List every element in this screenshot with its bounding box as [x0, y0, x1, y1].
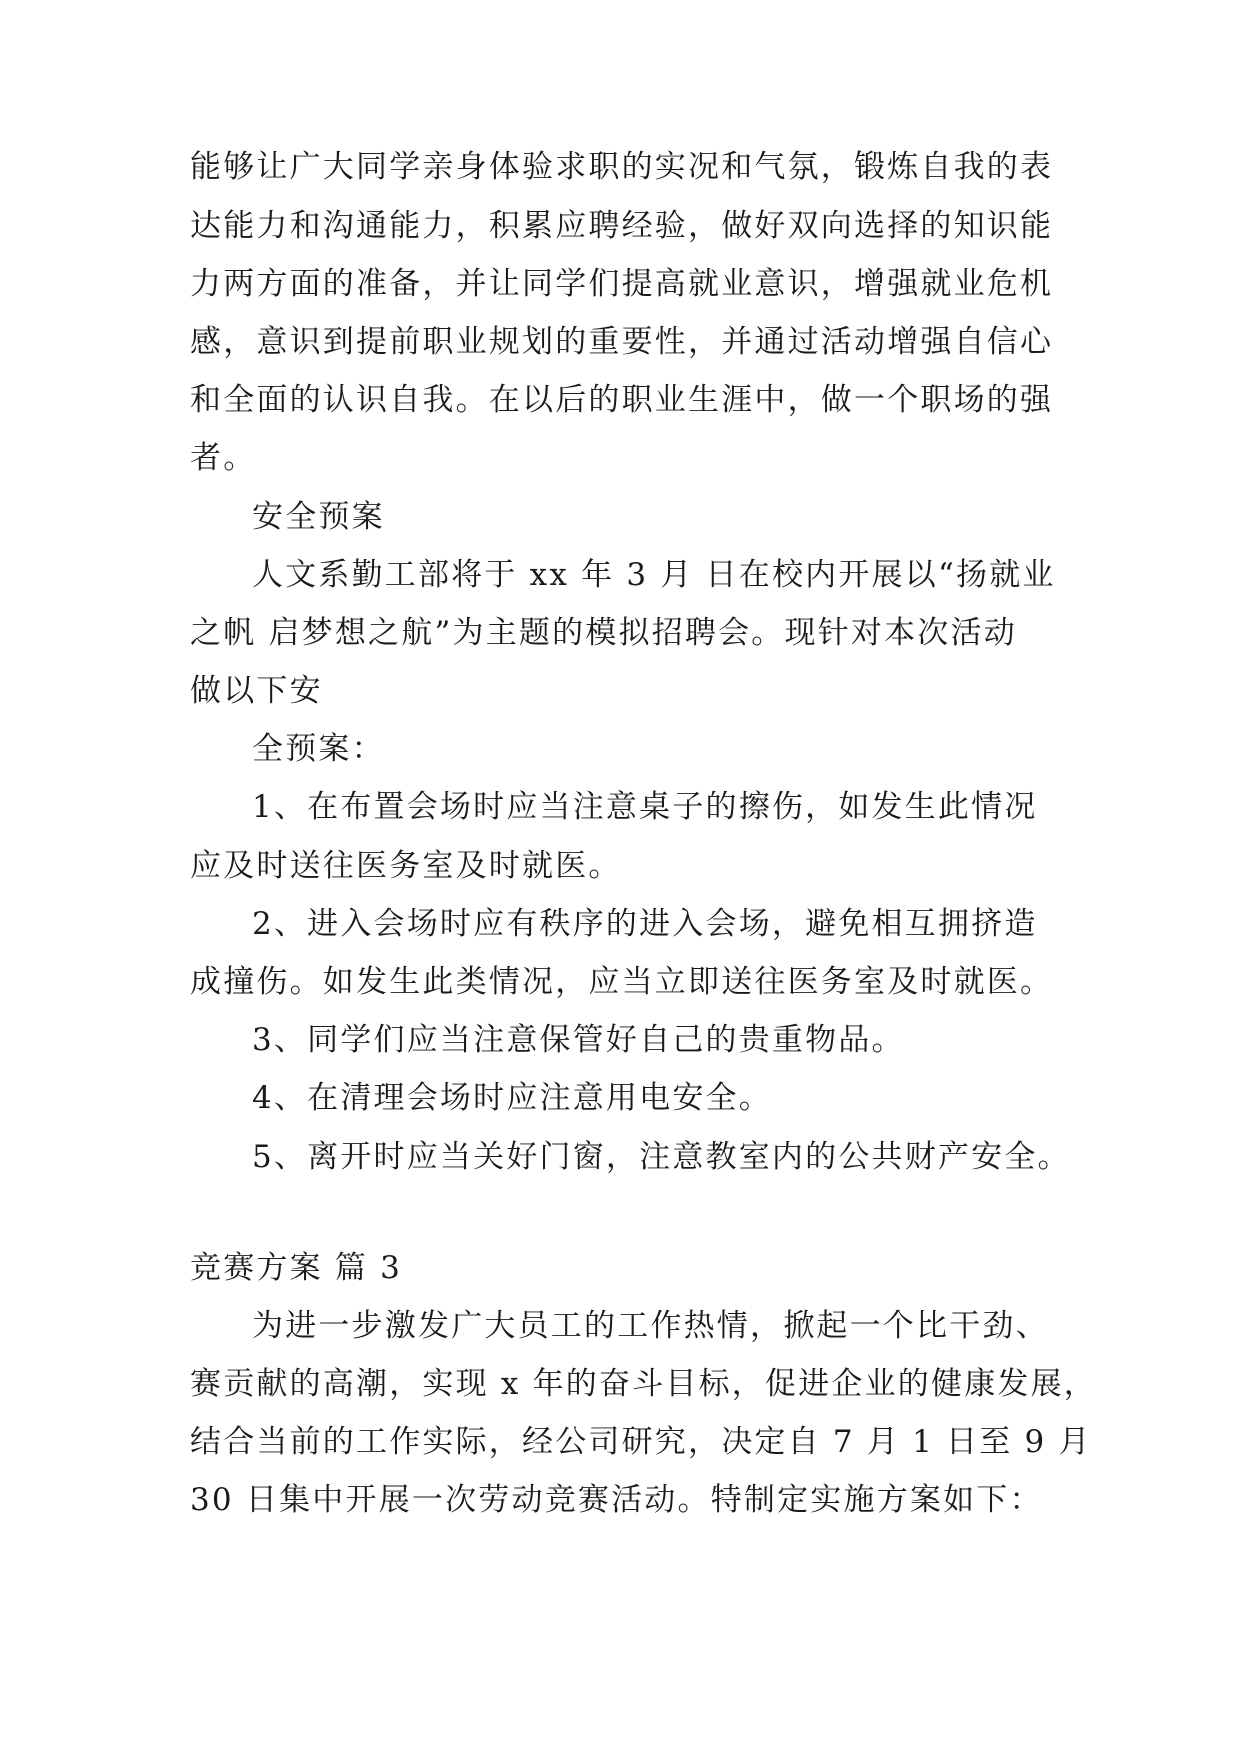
list-item: 1、在布置会场时应当注意桌子的擦伤，如发生此情况: [252, 789, 1038, 825]
paragraph-line: 做以下安: [190, 673, 323, 709]
list-item: 4、在清理会场时应注意用电安全。: [252, 1080, 772, 1116]
paragraph-line: 能够让广大同学亲身体验求职的实况和气氛，锻炼自我的表: [190, 149, 1054, 185]
list-item: 3、同学们应当注意保管好自己的贵重物品。: [252, 1022, 905, 1058]
section-subheading: 全预案：: [252, 731, 385, 767]
list-item-continuation: 应及时送往医务室及时就医。: [190, 848, 622, 884]
list-item: 2、进入会场时应有秩序的进入会场，避免相互拥挤造: [252, 906, 1038, 942]
paragraph-line: 30 日集中开展一次劳动竞赛活动。特制定实施方案如下：: [190, 1482, 1043, 1518]
paragraph-line: 和全面的认识自我。在以后的职业生涯中，做一个职场的强: [190, 382, 1054, 418]
paragraph-line: 者。: [190, 440, 257, 476]
paragraph-line: 感，意识到提前职业规划的重要性，并通过活动增强自信心: [190, 324, 1054, 360]
section-heading: 竞赛方案 篇 3: [190, 1250, 403, 1286]
paragraph-line: 人文系勤工部将于 xx 年 3 月 日在校内开展以“扬就业: [252, 557, 1056, 593]
paragraph-line: 赛贡献的高潮，实现 x 年的奋斗目标，促进企业的健康发展，: [190, 1366, 1097, 1402]
paragraph-line: 力两方面的准备，并让同学们提高就业意识，增强就业危机: [190, 266, 1054, 302]
list-item-continuation: 成撞伤。如发生此类情况，应当立即送往医务室及时就医。: [190, 964, 1054, 1000]
list-item: 5、离开时应当关好门窗，注意教室内的公共财产安全。: [252, 1139, 1071, 1175]
section-heading: 安全预案: [252, 499, 385, 535]
paragraph-line: 达能力和沟通能力，积累应聘经验，做好双向选择的知识能: [190, 208, 1054, 244]
paragraph-line: 为进一步激发广大员工的工作热情，掀起一个比干劲、: [252, 1308, 1049, 1344]
paragraph-line: 结合当前的工作实际，经公司研究，决定自 7 月 1 日至 9 月: [190, 1424, 1092, 1460]
paragraph-line: 之帆 启梦想之航”为主题的模拟招聘会。现针对本次活动: [190, 615, 1017, 651]
